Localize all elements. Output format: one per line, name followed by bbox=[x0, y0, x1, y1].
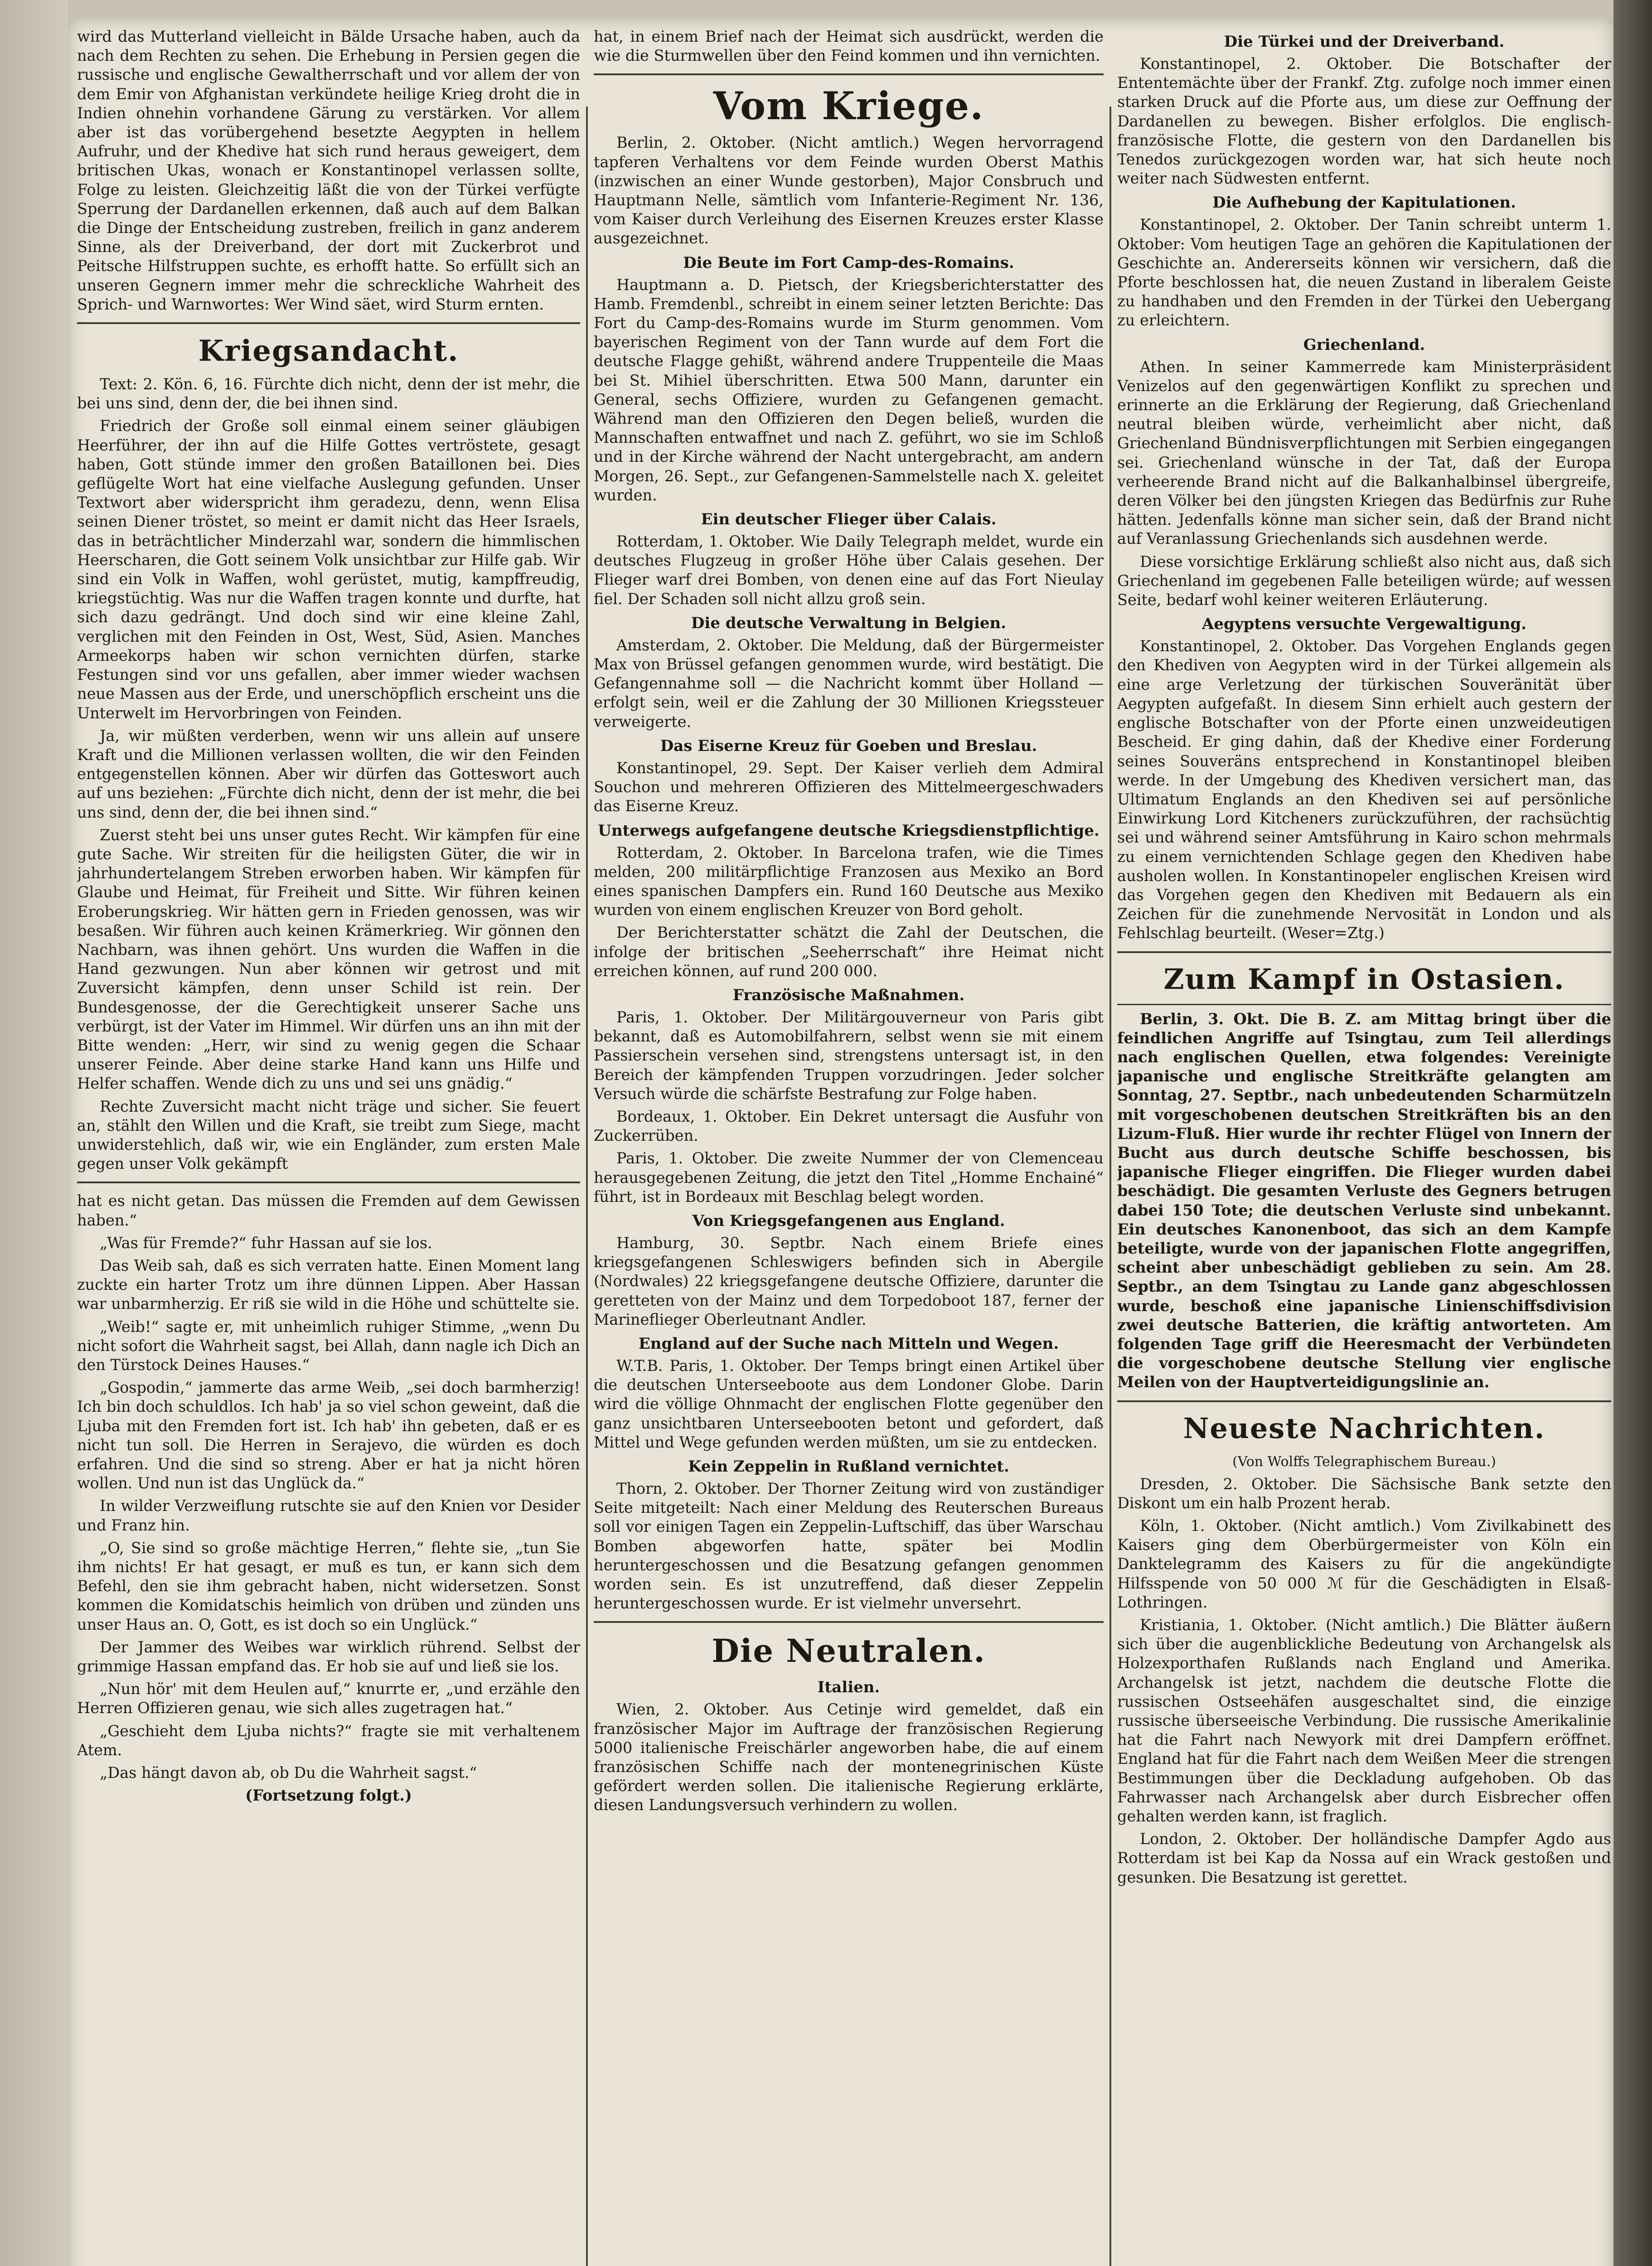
vom-kriege-title: Vom Kriege. bbox=[713, 83, 984, 129]
news-text: Paris, 1. Oktober. Der Militärgouverneur von Paris gibt bekannt, daß es Automobilfahrern, selbst wenn sie mit einem Passierschein versehen sind, strengstens untersagt ist, in den Bereich der kämpfenden Truppen vorzudringen. Jeder solcher Versuch würde die schärfste Bestrafung zur Folge haben. bbox=[594, 1008, 1104, 1103]
scan-right-edge bbox=[1613, 0, 1652, 2266]
scan-left-margin bbox=[0, 0, 68, 2266]
story-paragraph: „Nun hör' mit dem Heulen auf,“ knurrte er, „und erzähle den Herren Offizieren genau, wie sich alles zugetragen hat.“ bbox=[77, 1680, 580, 1717]
news-text: Rotterdam, 2. Oktober. In Barcelona trafen, wie die Times melden, 200 militärpflichtige Franzosen aus Mexiko an Bord eines spanischen Dampfers ein. Rund 160 Deutsche aus Mexiko wurden von einem englischen Kreuzer von Bord geholt. bbox=[594, 843, 1104, 919]
news-text: Kristiania, 1. Oktober. (Nicht amtlich.) Die Blätter äußern sich über die augenblickliche Bedeutung von Archangelsk als Holzexporthafen Rußlands nach England und Amerika. Archangelsk ist jetzt, nachdem die deutsche Flotte die russischen Ostseehäfen ausgeschaltet sind, die einzige russische überseeische Verbindung. Die russische Amerikalinie hat die Fahrt nach Newyork mit drei Dampfern eröffnet. England hat für die Fahrt nach dem Weißen Meer die strengen Bestimmungen über die Deckladung aufgehoben. Ob das Fahrwasser nach Archangelsk aber durch Eisbrecher offen gehalten werden kann, ist fraglich. bbox=[1117, 1616, 1611, 1825]
news-text: Konstantinopel, 2. Oktober. Die Botschafter der Ententemächte über der Frankf. Ztg. zufolge noch immer einen starken Druck auf die Pforte aus, um diese zur Oeffnung der Dardanellen zu bewegen. Bisher erfolglos. Die englisch-französische Flotte, die gestern von den Dardanellen bis Tenedos zurückgezogen worden war, hat sich heute noch weiter nach Südwesten entfernt. bbox=[1117, 55, 1611, 188]
kriegsandacht-paragraph: Rechte Zuversicht macht nicht träge und sicher. Sie feuert an, stählt den Willen und die Kraft, sie treibt zum Siege, macht unwiderstehlich, daß wir, wie ein Engländer, zum ersten Male gegen unser Volk gekämpft bbox=[77, 1097, 580, 1173]
neutralen-subheading: Italien. bbox=[817, 1678, 880, 1697]
neutralen-title: Die Neutralen. bbox=[712, 1632, 986, 1670]
section-divider bbox=[1117, 951, 1611, 953]
news-text: Konstantinopel, 2. Oktober. Das Vorgehen Englands gegen den Khediven von Aegypten wird in der Türkei allgemein als eine arge Verletzung der türkischen Souveränität über Aegypten aufgefaßt. In diesem Sinn erhielt auch gestern der englische Botschafter von der Pforte einen unzweideutigen Bescheid. Er ging dahin, daß der Khedive einer Forderung seines Souveräns entsprechend in Konstantinopel bleiben werde. In der Umgebung des Khediven versichert man, das Ultimatum Englands an den Khediven sei auf persönliche Einwirkung Lord Kitcheners zurückzuführen, der rachsüchtig sei und während seiner Amtsführung in Kairo schon mehrmals zu einem vernichtenden Schlage gegen den Khediven habe ausholen wollen. In Konstantinopeler englischen Kreisen wird das Vorgehen gegen den Khediven mit Bedauern als ein Zeichen für die zunehmende Nervosität in London und als Fehlschlag beurteilt. (Weser=Ztg.) bbox=[1117, 637, 1611, 942]
story-paragraph: „Weib!“ sagte er, mit unheimlich ruhiger Stimme, „wenn Du nicht sofort die Wahrheit sagst, bei Allah, dann nagle ich Dich an den Türstock Deines Hauses.“ bbox=[77, 1317, 580, 1374]
news-text: Athen. In seiner Kammerrede kam Ministerpräsident Venizelos auf den gegenwärtigen Konflikt zu sprechen und erinnerte an die Erklärung der Regierung, daß Griechenland neutral bleiben würde, verheimlicht aber nicht, daß Griechenland Bündnisverpflichtungen mit Serbien eingegangen sei. Griechenland wünsche in der Tat, daß der Europa verheerende Brand nicht auf die Balkanhalbinsel übergreife, deren Völker bei den jüngsten Kriegen das Bedürfnis zur Ruhe hätten. Jedenfalls könne man sicher sein, daß der Brand nicht auf Veranlassung Griechenlands sich ausdehnen werde. bbox=[1117, 358, 1611, 548]
news-text: Amsterdam, 2. Oktober. Die Meldung, daß der Bürgermeister Max von Brüssel gefangen genommen wurde, wird bestätigt. Die Gefangennahme soll — die Nachricht kommt über Holland — erfolgt sein, weil er die Zahlung der 30 Millionen Kriegssteuer verweigerte. bbox=[594, 636, 1104, 731]
news-text: Konstantinopel, 2. Oktober. Der Tanin schreibt unterm 1. Oktober: Vom heutigen Tage an gehören die Kapitulationen der Geschichte an. Andererseits können wir versichern, daß die Pforte beschlossen hat, die neuen Zustand in liberalem Geiste zu handhaben und den Fremden in der Türkei den Uebergang zu erleichtern. bbox=[1117, 216, 1611, 329]
news-heading: Aegyptens versuchte Vergewaltigung. bbox=[1202, 615, 1526, 634]
news-text: Der Berichterstatter schätzt die Zahl der Deutschen, die infolge der britischen „Seeherrschaft“ ihre Heimat nicht erreichen können, auf rund 200 000. bbox=[594, 924, 1104, 980]
story-paragraph: Das Weib sah, daß es sich verraten hatte. Einen Moment lang zuckte ein harter Trotz um ihre dünnen Lippen. Aber Hassan war unbarmherzig. Er riß sie wild in die Höhe und schüttelte sie. bbox=[77, 1256, 580, 1313]
news-heading: Die deutsche Verwaltung in Belgien. bbox=[691, 614, 1007, 632]
kriegsandacht-paragraph: Ja, wir müßten verderben, wenn wir uns allein auf unsere Kraft und die Millionen verlassen wollten, die wir den Feinden entgegenstellen können. Aber wir dürfen das Gotteswort auch auf uns beziehen: „Fürchte dich nicht, denn der ist mehr, die bei uns sind, denn der, die bei ihnen sind.“ bbox=[77, 726, 580, 821]
section-divider bbox=[77, 322, 580, 324]
news-berlin: Berlin, 2. Oktober. (Nicht amtlich.) Wegen hervorragend tapferen Verhaltens vor dem Feinde wurden Oberst Mathis (inzwischen an einer Wunde gestorben), Major Consbruch und Hauptmann Nelle, sämtlich vom Infanterie-Regiment Nr. 136, vom Kaiser durch Verleihung des Eisernen Kreuzes erster Klasse ausgezeichnet. bbox=[594, 134, 1104, 247]
news-text: W.T.B. Paris, 1. Oktober. Der Temps bringt einen Artikel über die deutschen Unterseeboote aus dem Londoner Globe. Darin wird die völlige Ohnmacht der englischen Flotte gegenüber den ganz unsichtbaren Unterseebooten betont und gefordert, daß Mittel und Wege gefunden werden müßten, um sie zu entdecken. bbox=[594, 1356, 1104, 1451]
news-heading: Französische Maßnahmen. bbox=[732, 986, 965, 1004]
kriegsandacht-text-ref: Text: 2. Kön. 6, 16. Fürchte dich nicht, denn der ist mehr, die bei uns sind, denn der, die bei ihnen sind. bbox=[77, 375, 580, 412]
section-divider bbox=[1117, 1400, 1611, 1402]
news-heading: Unterwegs aufgefangene deutsche Kriegsdienstpflichtige. bbox=[598, 821, 1100, 840]
news-heading: Die Türkei und der Dreiverband. bbox=[1224, 33, 1505, 51]
story-paragraph: „Das hängt davon ab, ob Du die Wahrheit sagst.“ bbox=[100, 1764, 477, 1782]
news-heading: Die Aufhebung der Kapitulationen. bbox=[1212, 194, 1516, 212]
news-text: Paris, 1. Oktober. Die zweite Nummer der von Clemenceau herausgegebenen Zeitung, die jetzt den Titel „Homme Enchainé“ führt, ist in Bordeaux mit Beschlag belegt worden. bbox=[594, 1149, 1104, 1206]
story-paragraph: „Was für Fremde?“ fuhr Hassan auf sie los. bbox=[100, 1234, 432, 1252]
kriegsandacht-paragraph: Zuerst steht bei uns unser gutes Recht. Wir kämpfen für eine gute Sache. Wir streiten für die heiligsten Güter, die wir in jahrhundertelangem Streben erworben haben. Wir kämpfen für Glaube und Heimat, für Freiheit und Sitte. Wir führen keinen Eroberungskrieg. Wir hätten gern in Frieden genossen, was wir besaßen. Wir führen auch keinen Krämerkrieg. Wir gönnen den Nachbarn, was ihnen gehört. Uns wurden die Waffen in die Hand gezwungen. Nun aber können wir getrost und mit Zuversicht kämpfen, denn unser Schild ist rein. Der Bundesgenosse, der die Gerechtigkeit unserer Sache uns verbürgt, ist der Vater im Himmel. Wir dürfen uns an ihn mit der Bitte wenden: „Herr, wir sind zu wenig gegen die Schaar unserer Feinde. Aber deine starke Hand kann uns Hilfe und Helfer schaffen. Wende dich zu uns und sei uns gnädig.“ bbox=[77, 826, 580, 1093]
story-paragraph: „Gospodin,“ jammerte das arme Weib, „sei doch barmherzig! Ich bin doch schuldlos. Ich hab' ja so viel schon geweint, daß die Ljuba mit den Fremden fort ist. Ich hab' ihn gebeten, daß er es nicht tun soll. Die Herren in Serajevo, die würden es doch erfahren. Und die sind so streng. Aber er hat ja nicht hören wollen. Und nun ist das Unglück da.“ bbox=[77, 1379, 580, 1492]
column-rule-2 bbox=[1109, 107, 1111, 2266]
neueste-title: Neueste Nachrichten. bbox=[1183, 1411, 1545, 1445]
news-heading: Ein deutscher Flieger über Calais. bbox=[701, 510, 997, 529]
news-heading: England auf der Suche nach Mitteln und Wegen. bbox=[638, 1334, 1059, 1353]
news-text: Hamburg, 30. Septbr. Nach einem Briefe eines kriegsgefangenen Schleswigers befinden sich in Abergile (Nordwales) 22 kriegsgefangene deutsche Offiziere, darunter die geretteten von der Mainz und dem Torpedoboot 187, ferner der Marineflieger Oberleutnant Andler. bbox=[594, 1234, 1104, 1328]
news-heading: Kein Zeppelin in Rußland vernichtet. bbox=[688, 1457, 1009, 1476]
column-1 bbox=[77, 27, 580, 2234]
lead-paragraph: wird das Mutterland vielleicht in Bälde Ursache haben, auch da nach dem Rechten zu sehen. Die Erhebung in Persien gegen die russische und englische Gewaltherrschaft und vor allem der von dem Emir von Afghanistan verkündete heilige Krieg droht die in Indien ohnehin vorhandene Gärung zu verstärken. Vor allem aber ist das vorübergehend besetzte Aegypten in hellem Aufruhr, und der Khedive hat sich rund heraus geweigert, dem britischen Ukas, wonach er Konstantinopel verlassen sollte, Folge zu leisten. Gleichzeitig läßt die von der Türkei verfügte Sperrung der Dardanellen erkennen, daß auch auf dem Balkan die Dinge der Entscheidung zustreben, freilich in ganz anderem Sinne, als der Dreiverband, der dort mit Zuckerbrot und Peitsche Hilfstruppen suchte, es erhofft hatte. So erfüllt sich an unseren Gegnern immer mehr die schreckliche Wahrheit des Sprich- und Warnwortes: Wer Wind säet, wird Sturm ernten. bbox=[77, 28, 580, 313]
news-text: Konstantinopel, 29. Sept. Der Kaiser verlieh dem Admiral Souchon und mehreren Offizieren des Mittelmeergeschwaders das Eiserne Kreuz. bbox=[594, 759, 1104, 815]
story-paragraph: „Geschieht dem Ljuba nichts?“ fragte sie mit verhaltenem Atem. bbox=[77, 1722, 580, 1759]
news-text: Köln, 1. Oktober. (Nicht amtlich.) Vom Zivilkabinett des Kaisers ging dem Oberbürgermeister von Köln ein Danktelegramm des Kaisers zu für die angekündigte Hilfsspende von 50 000 ℳ für die Geschädigten in Elsaß-Lothringen. bbox=[1117, 1517, 1611, 1611]
ostasien-title: Zum Kampf in Ostasien. bbox=[1163, 962, 1565, 996]
section-divider bbox=[594, 1621, 1104, 1623]
column-3 bbox=[1117, 27, 1611, 2234]
news-text: Wien, 2. Oktober. Aus Cetinje wird gemeldet, daß ein französischer Major im Auftrage der französischen Regierung 5000 italienische Freischärler angeworben habe, die auf einem französischen Schiffe nach der montenegrinischen Küste gefördert werden sollen. Die italienische Regierung erklärte, diesen Landungsversuch verhindern zu wollen. bbox=[594, 1700, 1104, 1814]
continuation-note: (Fortsetzung folgt.) bbox=[245, 1787, 412, 1805]
kriegsandacht-title: Kriegsandacht. bbox=[198, 334, 459, 368]
continued-paragraph: hat, in einem Brief nach der Heimat sich ausdrückt, werden die wie die Sturmwellen über den Feind kommen und ihn vernichten. bbox=[594, 28, 1104, 65]
news-text: Rotterdam, 1. Oktober. Wie Daily Telegraph meldet, wurde ein deutsches Flugzeug in großer Höhe über Calais gesehen. Der Flieger warf drei Bomben, von denen eine auf das Fort Nieulay fiel. Der Schaden soll nicht allzu groß sein. bbox=[594, 533, 1104, 608]
news-text: Diese vorsichtige Erklärung schließt also nicht aus, daß sich Griechenland im gegebenen Falle beteiligen würde; auf wessen Seite, bedarf wohl keiner weiteren Erläuterung. bbox=[1117, 552, 1611, 609]
news-text: Bordeaux, 1. Oktober. Ein Dekret untersagt die Ausfuhr von Zuckerrüben. bbox=[594, 1107, 1104, 1145]
news-heading: Die Beute im Fort Camp-des-Romains. bbox=[683, 253, 1014, 272]
story-paragraph: „O, Sie sind so große mächtige Herren,“ flehte sie, „tun Sie ihm nichts! Er hat gesagt, er muß es tun, er kann sich dem Befehl, den sie ihm gebracht haben, nicht widersetzen. Sonst kommen die Komidatschis heimlich von drüben und zünden uns unser Haus an. O, Gott, es ist doch so ein Unglück.“ bbox=[77, 1539, 580, 1633]
story-paragraph: hat es nicht getan. Das müssen die Fremden auf dem Gewissen haben.“ bbox=[77, 1192, 580, 1229]
column-2 bbox=[594, 27, 1104, 2234]
news-heading: Griechenland. bbox=[1303, 335, 1425, 354]
story-paragraph: In wilder Verzweiflung rutschte sie auf den Knien vor Desider und Franz hin. bbox=[77, 1497, 580, 1534]
title-underline bbox=[1117, 1004, 1611, 1005]
story-paragraph: Der Jammer des Weibes war wirklich rührend. Selbst der grimmige Hassan empfand das. Er hob sie auf und ließ sie los. bbox=[77, 1638, 580, 1675]
news-text: Thorn, 2. Oktober. Der Thorner Zeitung wird von zuständiger Seite mitgeteilt: Nach einer Meldung des Reuterschen Bureaus soll vor einigen Tagen ein Zeppelin-Luftschiff, das über Warschau Bomben abgeworfen hatte, später bei Modlin heruntergeschossen und die Besatzung gefangen genommen worden sein. Es ist unzutreffend, daß dieser Zeppelin heruntergeschossen wurde. Er ist vielmehr unversehrt. bbox=[594, 1479, 1104, 1612]
news-text: Hauptmann a. D. Pietsch, der Kriegsberichterstatter des Hamb. Fremdenbl., schreibt in einem seiner letzten Berichte: Das Fort du Camp-des-Romains wurde im Sturm genommen. Vom bayerischen Regiment von der Tann wurde auf dem Fort die deutsche Flagge gehißt, während andere Truppenteile die Maas bei St. Mihiel überschritten. Etwa 500 Mann, darunter ein General, sechs Offiziere, wurden zu Gefangenen gemacht. Während man den Offizieren den Degen beließ, wurden die Mannschaften entwaffnet und nach Z. geführt, wo sie im Schloß und in der Kirche während der Nacht untergebracht, am andern Morgen, 26. Sept., zur Gefangenen-Sammelstelle nach X. geleitet wurden. bbox=[594, 276, 1104, 504]
news-heading: Von Kriegsgefangenen aus England. bbox=[692, 1211, 1005, 1230]
feuilleton-divider bbox=[77, 1181, 580, 1183]
news-text: London, 2. Oktober. Der holländische Dampfer Agdo aus Rotterdam ist bei Kap da Nossa auf ein Wrack gestoßen und gesunken. Die Besatzung ist gerettet. bbox=[1117, 1830, 1611, 1886]
section-divider bbox=[594, 73, 1104, 75]
kriegsandacht-paragraph: Friedrich der Große soll einmal einem seiner gläubigen Heerführer, der ihn auf die Hilfe Gottes vertröstete, gesagt haben, Gott stünde immer den großen Bataillonen bei. Dies geflügelte Wort hat eine vielfache Auslegung gefunden. Unser Textwort aber widerspricht ihm geradezu, denn, wenn Elisa seinen Diener tröstet, so meint er damit nicht das Heer Israels, das in beträchtlicher Minderzahl war, sondern die himmlischen Heerscharen, die Gott seinem Volk unsichtbar zur Hilfe gab. Wir sind ein Volk in Waffen, wohl gerüstet, mutig, kampffreudig, kriegstüchtig. Was nur die Waffen tragen konnte und durfte, hat sich dazu gedrängt. Und doch sind wir eine kleine Zahl, verglichen mit den Feinden in Ost, West, Süd, Asien. Manches Armeekorps haben wir schon vernichten dürfen, starke Festungen sind vor uns gefallen, aber immer wieder wachsen neue Massen aus der Erde, und unerschöpflich erscheint uns die Unterwelt im Hervorbringen von Feinden. bbox=[77, 417, 580, 722]
news-text: Dresden, 2. Oktober. Die Sächsische Bank setzte den Diskont um ein halb Prozent herab. bbox=[1117, 1475, 1611, 1512]
ostasien-text: Berlin, 3. Okt. Die B. Z. am Mittag bringt über die feindlichen Angriffe auf Tsingtau, zum Teil allerdings nach englischen Quellen, etwa folgendes: Vereinigte japanische und englische Streitkräfte gelangten am Sonntag, 27. Septbr., nach unbedeutenden Scharmützeln mit vorgeschobenen deutschen Streitkräften bis an den Lizum-Fluß. Hier wurde ihr rechter Flügel von Innern der Bucht aus durch deutsche Schiffe beschossen, bis japanische Flieger eingriffen. Die Flieger wurden dabei beschädigt. Die gesamten Verluste des Gegners betrugen dabei 150 Tote; die deutschen Verluste sind unbekannt. Ein deutsches Kanonenboot, das sich an dem Kampfe beteiligte, wurde von der japanischen Flotte angegriffen, scheint aber unbeschädigt geblieben zu sein. Am 28. Septbr., an dem Tsingtau zu Lande ganz abgeschlossen wurde, beschoß eine japanische Linienschiffsdivision zwei deutsche Batterien, die kräftig antworteten. Am folgenden Tage griff die Heeresmacht der Verbündeten die vorgeschobene deutsche Stellung vier englische Meilen von der Hauptverteidigungslinie an. bbox=[1117, 1010, 1611, 1391]
news-heading: Das Eiserne Kreuz für Goeben und Breslau. bbox=[660, 736, 1037, 755]
neueste-source: (Von Wolffs Telegraphischem Bureau.) bbox=[1232, 1453, 1496, 1470]
column-rule-1 bbox=[586, 107, 588, 2266]
